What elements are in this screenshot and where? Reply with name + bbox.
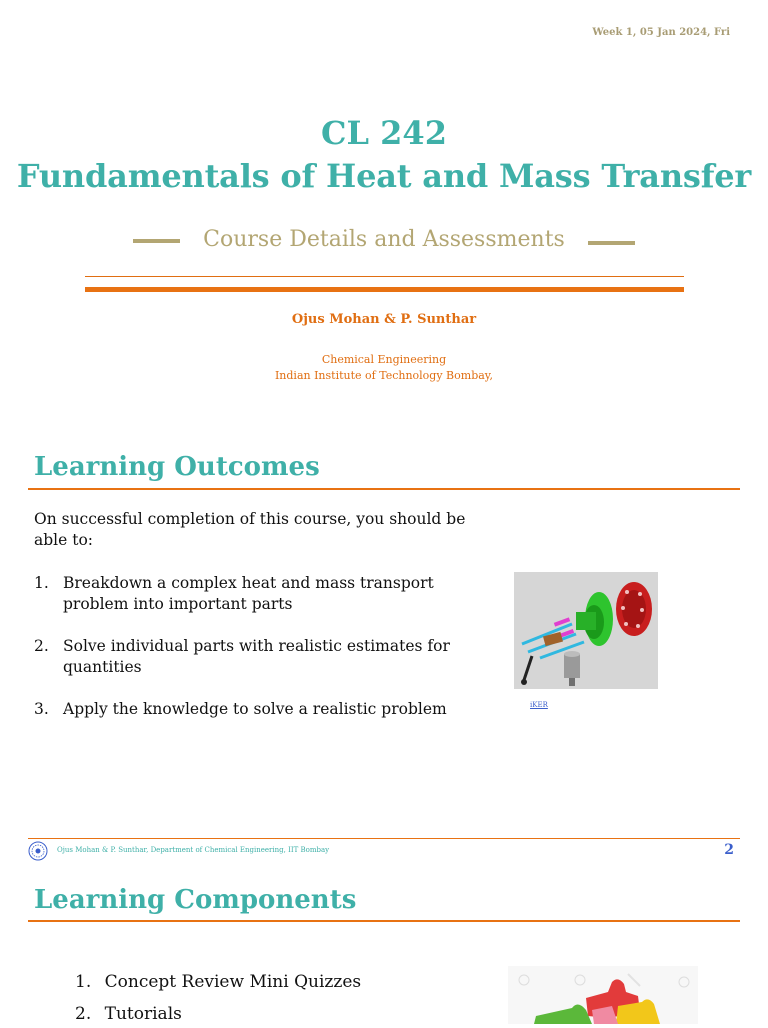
learning-outcomes-rule (28, 488, 740, 490)
image-source-link[interactable]: iKER (530, 701, 548, 709)
institute: Indian Institute of Technology Bombay, (274, 369, 494, 382)
outcome-item (34, 573, 474, 615)
footer-credit: Ojus Mohan & P. Sunthar, Department of Chemical Engineering, IIT Bombay (57, 846, 330, 854)
learning-outcomes-heading: Learning Outcomes (34, 452, 320, 482)
subtitle-right-dash (588, 241, 635, 245)
title-divider-thick (85, 287, 684, 292)
exploded-assembly-icon (514, 572, 658, 689)
component-number: 2. (75, 1004, 92, 1024)
outcome-number: 3. (34, 700, 49, 718)
outcome-text-line1: Breakdown a complex heat and mass transport (63, 574, 434, 592)
outcome-text-line2: problem into important parts (63, 595, 293, 613)
component-item (75, 972, 361, 992)
outcome-item (34, 636, 474, 678)
iit-bombay-seal-icon (28, 841, 48, 861)
learning-components-rule (28, 920, 740, 922)
component-label: Concept Review Mini Quizzes (104, 972, 362, 992)
page-number[interactable]: 2 (724, 842, 734, 858)
component-number: 1. (75, 972, 92, 992)
outcomes-intro-line1: On successful completion of this course, you should be (34, 510, 466, 528)
course-code: CL 242 (321, 114, 447, 152)
course-title: Fundamentals of Heat and Mass Transfer (16, 157, 752, 195)
puzzle-icon (508, 966, 698, 1024)
outcome-number: 1. (34, 574, 49, 592)
learning-components-heading: Learning Components (34, 885, 357, 915)
outcome-text-line1: Apply the knowledge to solve a realistic problem (63, 700, 447, 718)
slide-subtitle: Course Details and Assessments (203, 227, 565, 252)
department: Chemical Engineering (321, 353, 447, 366)
puzzle-pieces-illustration (508, 966, 698, 1024)
outcome-item (34, 699, 474, 720)
footer-rule (28, 838, 740, 839)
authors: Ojus Mohan & P. Sunthar (291, 312, 477, 327)
slide-date: Week 1, 05 Jan 2024, Fri (592, 27, 730, 38)
title-divider-thin (85, 276, 684, 277)
outcomes-intro-line2: able to: (34, 531, 94, 549)
component-label: Tutorials (104, 1004, 182, 1024)
assembly-illustration (514, 572, 658, 689)
component-item (75, 1004, 182, 1024)
outcome-number: 2. (34, 637, 49, 655)
outcome-text-line2: quantities (63, 658, 142, 676)
outcome-text-line1: Solve individual parts with realistic estimates for (63, 637, 450, 655)
